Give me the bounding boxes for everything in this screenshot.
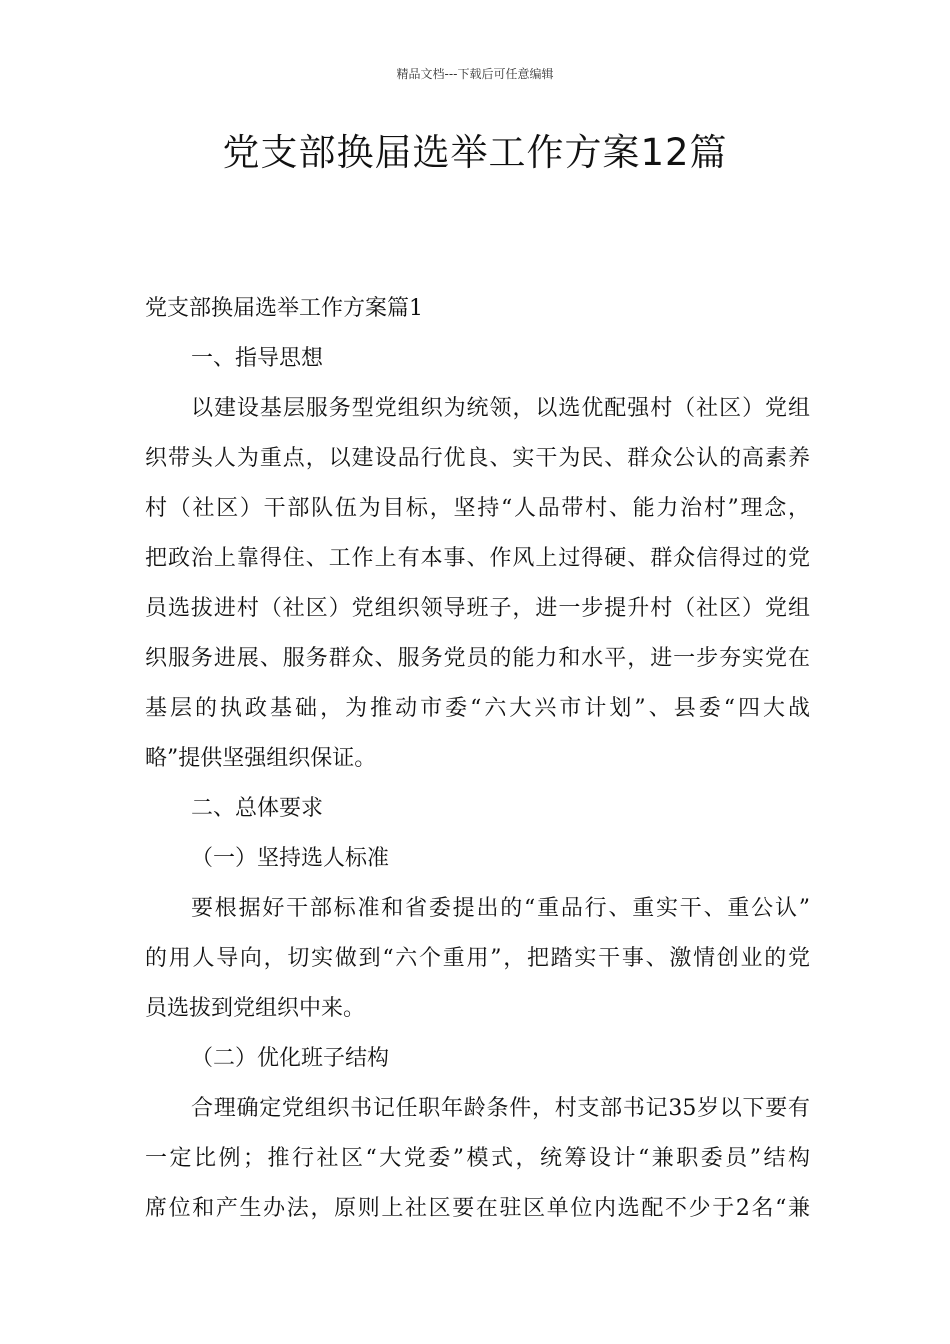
subheading-guiding-ideology: 一、指导思想 — [191, 346, 324, 371]
paragraph-line: 把政治上靠得住、工作上有本事、作风上过得硬、群众信得过的党 — [145, 546, 810, 571]
paragraph-line: 一定比例；推行社区“大党委”模式，统筹设计“兼职委员”结构 — [145, 1146, 810, 1171]
paragraph-line: 以建设基层服务型党组织为统领，以选优配强村（社区）党组 — [191, 396, 810, 421]
paragraph-line: 略”提供坚强组织保证。 — [145, 746, 377, 771]
document-body — [145, 284, 810, 1234]
header-note: 精品文档---下载后可任意编辑 — [396, 67, 554, 81]
subheading-optimize-structure: （二）优化班子结构 — [191, 1046, 390, 1071]
subheading-selection-standard: （一）坚持选人标准 — [191, 846, 390, 871]
paragraph-line: 村（社区）干部队伍为目标，坚持“人品带村、能力治村”理念， — [145, 496, 810, 521]
paragraph-line: 织带头人为重点，以建设品行优良、实干为民、群众公认的高素养 — [145, 446, 810, 471]
paragraph-line: 合理确定党组织书记任职年龄条件，村支部书记35岁以下要有 — [191, 1096, 810, 1121]
document-title: 党支部换届选举工作方案12篇 — [222, 131, 728, 174]
paragraph-line: 员选拔到党组织中来。 — [145, 996, 366, 1021]
subheading-general-requirements: 二、总体要求 — [191, 796, 324, 821]
paragraph-line: 基层的执政基础，为推动市委“六大兴市计划”、县委“四大战 — [145, 696, 810, 721]
paragraph-line: 员选拔进村（社区）党组织领导班子，进一步提升村（社区）党组 — [145, 596, 810, 621]
paragraph-line: 席位和产生办法，原则上社区要在驻区单位内选配不少于2名“兼 — [145, 1196, 810, 1221]
section-heading: 党支部换届选举工作方案篇1 — [145, 296, 423, 321]
paragraph-line: 要根据好干部标准和省委提出的“重品行、重实干、重公认” — [191, 896, 810, 921]
paragraph-line: 的用人导向，切实做到“六个重用”，把踏实干事、激情创业的党 — [145, 946, 810, 971]
paragraph-line: 织服务进展、服务群众、服务党员的能力和水平，进一步夯实党在 — [145, 646, 810, 671]
